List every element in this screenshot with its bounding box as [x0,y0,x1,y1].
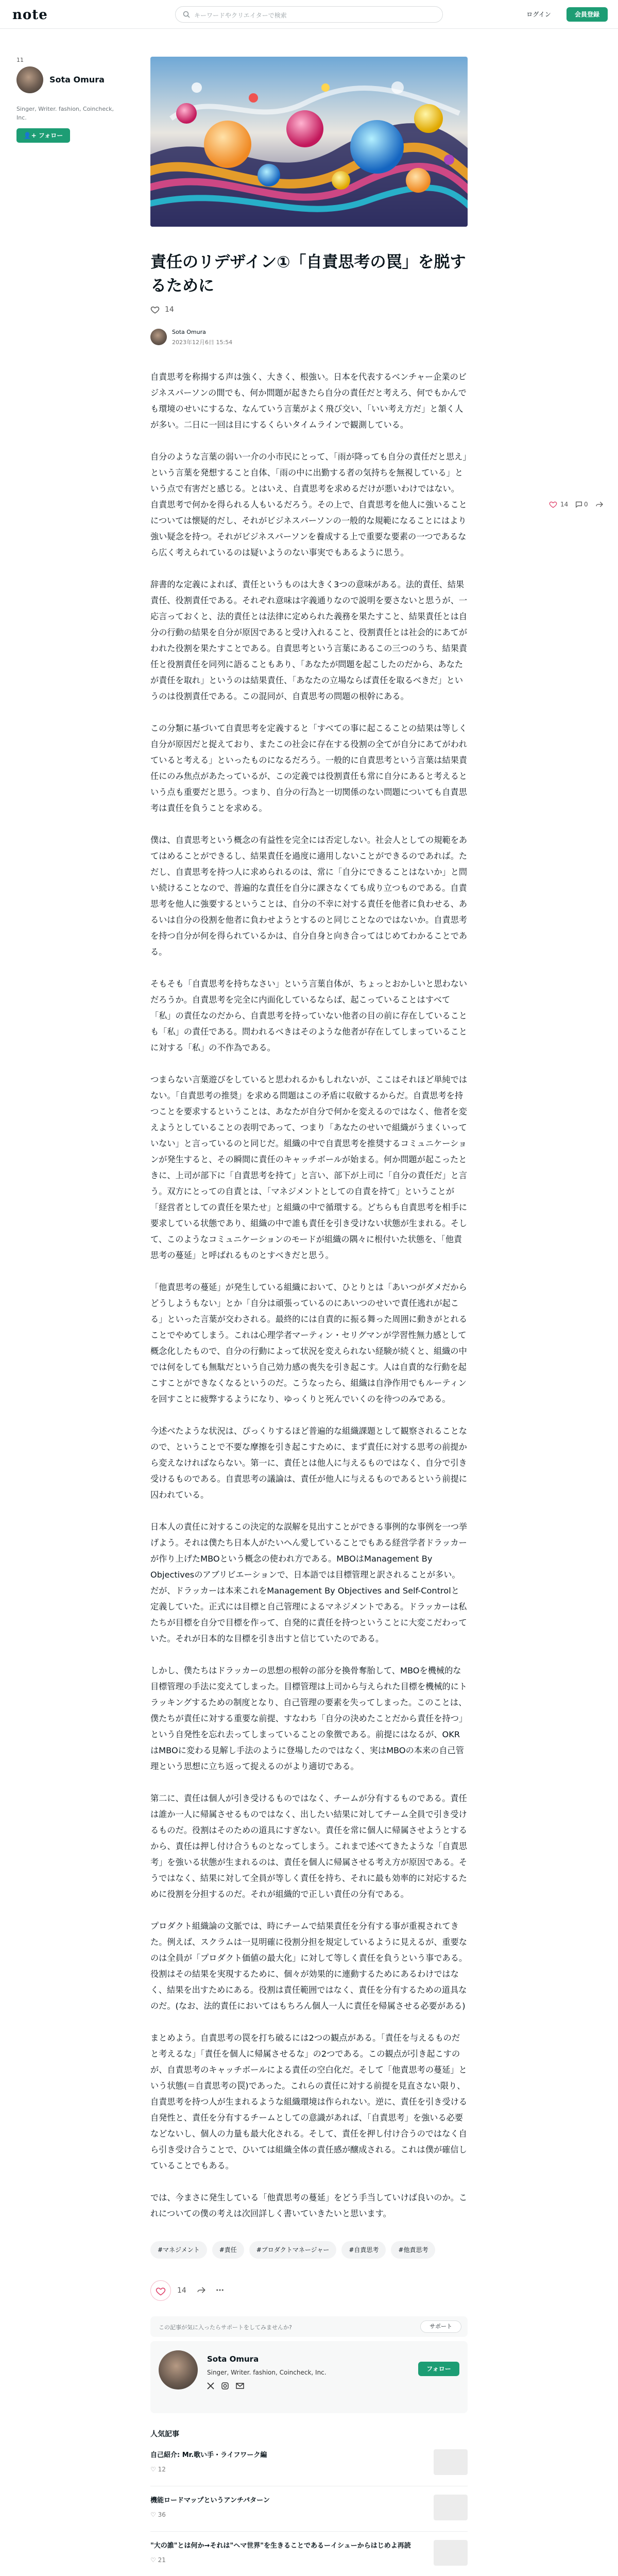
like-button[interactable] [150,2280,171,2301]
login-button[interactable]: ログイン [526,11,551,18]
signup-button[interactable]: 会員登録 [566,7,608,22]
share-icon[interactable] [595,500,604,509]
avatar[interactable] [159,2350,198,2389]
author-card [150,2341,468,2413]
comment-icon[interactable] [575,500,583,509]
search-placeholder: キーワードやクリエイターで検索 [194,12,287,19]
heart-icon[interactable] [549,500,557,509]
top-navigation-bar [0,0,618,29]
paragraph: プロダクト組織論の文脈では、時にチームで結果責任を分有する事が重視されてきた。例えば、スクラムは一見明確に役割分担を規定しているように見えるが、重要なのは全員が「プロダクト価値の最大化」に対して等しく責任を負うという事である。役割はその結果を実現するために、個々が効果的に連動するためにあるわけではなく、結果を出すためにある。役割は責任範囲ではなく、責任を分有するための道具なのだ。(なお、法的責任においてはもちろん個人一人に責任を帰属させる必要がある) [150,1921,468,2011]
article [150,57,468,2576]
paragraph: 日本人の責任に対するこの決定的な誤解を見出すことができる事例的な事例を一つ挙げよう。それは僕たち日本人がたいへん愛していることでもある経営学者ドラッカーが作り上げたMBOという概念の使われ方である。MBOはManagement By Objectivesのアブリビエーションで、日本語では目標管理と訳されることが多い。だが、ドラッカーは本来これをManagement By Objectives and Self-Controlと定義していた。正式には目標と自己管理によるマネジメントである。ドラッカーは私たちが目標を自分で目標を作って、自発的に責任を持つということに大変こだわっていた。それが日本的な目標を引き出すと信じていたのである。 [150,1522,468,1643]
hashtag[interactable]: #プロダクトマネージャー [249,2241,337,2259]
popular-title[interactable]: "大の誰"とは何か→それは"ヘマ世界"を生きることであるーイシューからはじめよ再読 [150,2542,411,2550]
floating-action-bar [549,499,611,511]
popular-title[interactable]: 自己紹介: Mr.歌い手・ライフワーク編 [150,2451,267,2459]
social-links [207,2382,244,2389]
follow-button[interactable] [16,128,70,143]
more-icon[interactable] [215,2285,225,2295]
paragraph: では、今まさに発生している「他責思考の蔓延」をどう手当していけば良いのか。これについての僕の考えは次回詳しく書いていきたいと思います。 [150,2193,468,2218]
paragraph: しかし、僕たちはドラッカーの思想の根幹の部分を換骨奪胎して、MBOを機械的な目標管理の手法に変えてしまった。目標管理は上司から与えられた目標を機械的にトラッキングするための制度となり、自己管理の要素を失ってしまった。このことは、僕たちが責任に対する重要な前提、すなわち「自分の決めたことだから責任を持つ」という自発性を忘れ去ってしまっていることの象徴である。前提にはなるが、OKRはMBOに変わる見解し手法のように登場したのではなく、実はMBOの本来の自己管理という思想に立ち返って捉えるのがより適切である。 [150,1666,468,1771]
note-logo[interactable]: note [12,7,48,23]
mail-icon[interactable] [236,2382,244,2389]
article-header-image [150,57,468,227]
list-item[interactable] [150,2538,468,2576]
article-actions [150,2280,468,2301]
popular-heading: 人気記事 [150,2430,179,2438]
popular-like-count: 36 [158,2511,166,2518]
support-button[interactable]: サポート [420,2320,461,2333]
popular-title[interactable]: 機能ロードマップというアンチパターン [150,2497,270,2504]
popular-articles [150,2429,468,2576]
search-box[interactable] [175,6,443,23]
share-icon[interactable] [197,2285,206,2295]
publish-date: 2023年12月6日 15:54 [172,339,233,346]
heart-icon [156,2286,166,2296]
popular-thumbnail[interactable] [434,2540,468,2566]
article-meta [150,327,468,348]
paragraph: つまらない言葉遊びをしていると思われるかもしれないが、ここはそれほど単純ではない。「自責思考の推奨」を求める問題はこの矛盾に収斂するからだ。自責思考を持つことを要求するということは、あなたが自分で何かを変えるのではなく、他者を変えようとしていることの表明であって、つまり「あなたのせいで組織がうまくいっていない」と言っているのと同じだ。組織の中で自責思考を推奨するコミュニケーションが発生すると、その瞬間に責任のキャッチボールが始まる。何か問題が起こったときに、上司が部下に「自責思考を持て」と言い、部下が上司に「自分の責任だ」と言う。双方にとっての自責とは、「マネジメントとしての自責を持て」ということが「経営者としての責任を果たせ」と組織の中で循環する。どちらも自責思考を相手に要求している状態であり、組織の中で誰も責任を引き受けない状態が生まれる。そして、このようなコミュニケーションのモードが組織の隅々に根付いた状態を、「他責思考の蔓延」と呼ばれるものとすべきだと思う。 [150,1075,468,1260]
popular-like-count: 21 [158,2556,166,2564]
paragraph: 自分のような言葉の弱い一介の小市民にとって、「雨が降っても自分の責任だと思え」という言葉を発想すること自体、「雨の中に出勤する者の気持ちを無視している」という点で有害だと感じる。とはいえ、自責思考を求めるだけが悪いわけではない。自責思考で何かを得られる人もいるだろう。その上で、自責思考を他人に強いることについては懐疑的だし、それがビジネスパーソンの一般的な規範になることにはより強い疑念を持つ。それがビジネスパーソンを養成する上で重要な要素の一つであるなら広く考えられているのは疑いようのない事実でもあるように思う。 [150,452,467,557]
author-card-follow-button[interactable]: フォロー [418,2362,459,2376]
paragraph: 僕は、自責思考という概念の有益性を完全には否定しない。社会人としての規範をあてはめることができるし、結果責任を過度に適用しないことができるのであれば。ただし、自責思考を持つ人に求められるのは、常に「自分にできることはないか」と問い続けることなので、普遍的な責任を自分に課さなくても成り立つものである。自責思考を他人に強要するということは、自分の不幸に対する責任を他者に負わせる、あるいは自分の役割を他者に負わせようとするのと同じことなのではないか。自責思考を持つ自分が何を得られているかは、自分自身と向き合ってはじめてわかることである。 [150,835,468,957]
heart-icon[interactable] [150,305,160,314]
float-like-count: 14 [560,501,569,508]
search-icon [183,11,190,18]
paragraph: 今述べたような状況は、ぴっくりするほど普遍的な組織課題として観察されることなので、ということで不要な摩擦を引き起こすために、まず責任に対する思考の前提から変えなければならない。第一に、責任とは他人に与えるものではなく、自分で引き受けるものである。自責思考の議論は、責任が他人に与えるものであるという前提に囚われている。 [150,1426,468,1500]
support-text: この記事が気に入ったらサポートをしてみませんか? [159,2324,292,2331]
bottom-like-count: 14 [177,2286,186,2295]
like-count: 14 [165,306,174,314]
popular-likes: ♡ 12 [150,2466,166,2473]
article-title: 責任のリデザイン①「自責思考の罠」を脱するために [150,253,466,295]
hashtag[interactable]: #自責思考 [341,2241,386,2259]
author-sidebar [16,57,119,143]
meta-author-name[interactable]: Sota Omura [172,329,206,335]
add-user-icon: 👤+ [23,132,39,139]
author-card-bio: Singer, Writer. fashion, Coincheck, Inc. [207,2369,327,2376]
paragraph: 第二に、責任は個人が引き受けるものではなく、チームが分有するものである。責任は誰か一人に帰属させるものではなく、出したい結果に対してチーム全員で引き受けるものだ。役割はそのための道具にすぎない。責任を常に個人に帰属させようとするから、責任は押し付け合うものとなってしまう。これまで述べてきたような「自責思考」を強いる状態が生まれるのは、責任を個人に帰属させる考え方が原因である。そうではなく、結果に対して全員が等しく責任を持ち、それに最も効率的に対応するために役割を分担するのだ。それが組織的で正しい責任の分有である。 [150,1793,468,1899]
float-comment-count: 0 [584,501,588,508]
paragraph: 自責思考を称揚する声は強く、大きく、根強い。日本を代表するベンチャー企業のビジネスパーソンの間でも、何か問題が起きたら自分の責任だと考えろ、何でもかんでも環境のせいにするな、なんていう言葉がよく飛び交い、「いい考え方だ」と頷く人が多い。二日に一回は目にするくらいタイムラインで観測している。 [150,372,467,430]
instagram-icon[interactable] [221,2382,229,2389]
abstract-swirl-image [150,57,468,227]
author-name[interactable]: Sota Omura [49,75,105,84]
title-like-row [150,304,468,315]
author-card-name[interactable]: Sota Omura [207,2354,259,2364]
popular-like-count: 12 [158,2466,166,2473]
avatar[interactable] [16,66,43,93]
hashtag-list [150,2241,468,2259]
popular-thumbnail[interactable] [434,2449,468,2475]
support-banner [150,2316,468,2337]
list-item[interactable] [150,2447,468,2486]
sidebar-author-row[interactable] [16,66,119,97]
list-item[interactable] [150,2493,468,2532]
follow-label: フォロー [38,132,63,139]
popular-likes: ♡ 21 [150,2556,166,2564]
avatar[interactable] [150,329,167,345]
paragraph: まとめよう。自責思考の罠を打ち破るには2つの観点がある。「責任を与えるものだと考えるな」「責任を個人に帰属させるな」の2つである。この観点が引き起こすのが、自責思考のキャッチボールによる責任の空白化だ。そして「他責思考の蔓延」という状態(＝自責思考の罠)であった。これらの責任に対する前提を見直さない限り、自責思考を持つ人が生まれるような組織環境は作られない。逆に、責任を引き受ける自発性と、責任を分有するチームとしての意識があれば、「自責思考」を強いる必要などないし、個人の力量も最大化される。そして、責任を押し付け合うのではなく自ら引き受け合うことで、ひいては組織全体の責任感が醸成される。これは僕が確信していることでもある。 [150,2033,468,2171]
paragraph: 「他責思考の蔓延」が発生している組織において、ひとりとは「あいつがダメだからどうしようもない」とか「自分は頑張っているのにあいつのせいで責任逃れが起こる」といった言葉が交わされる。最終的には自責的に振る舞った周囲に動きがとれることでやめてしまう。これは心理学者マーティン・セリグマンが学習性無力感として概念化したもので、自分の行動によって状況を変えられない経験が続くと、組織の中では何をしても無駄だという自己効力感の喪失を引き起こす。人は自責的な行動を起こすことができなくなるというのだ。こうなったら、組織は自浄作用でもルーティンを回すことに疲弊するようになり、ゆっくりと死んでいくのを待つのみである。 [150,1282,468,1404]
paragraph: この分類に基づいて自責思考を定義すると「すべての事に起こることの結果は等しく自分が原因だと捉えており、またこの社会に存在する役割の全てが自分にあてがわれていると考える」といったものになるだろう。一般的に自責思考という言葉は結果責任にのみ焦点があたっているが、この定義では役割責任も常に自分にあると考えるという点も重要だと思う。つまり、自分の行為と一切関係のない問題についても自責思考は責任を負うことを求める。 [150,723,468,813]
popular-likes: ♡ 36 [150,2511,166,2518]
hashtag[interactable]: #マネジメント [150,2241,207,2259]
paragraph: そもそも「自責思考を持ちなさい」という言葉自体が、ちょっとおかしいと思わないだろうか。自責思考を完全に内面化しているならば、起こっていることはすべて「私」の責任なのだから、自責思考を持っていない他者の目の前に存在していることも「私」の責任である。問われるべきはそのような他者が存在してしまっていることに対する「私」の不作為である。 [150,979,468,1053]
hashtag[interactable]: #責任 [212,2241,244,2259]
author-bio: Singer, Writer. fashion, Coincheck, Inc. [16,106,114,121]
article-body [150,369,468,2222]
popular-thumbnail[interactable] [434,2495,468,2520]
hashtag[interactable]: #他責思考 [391,2241,435,2259]
sidebar-count: 11 [16,57,24,63]
x-icon[interactable] [207,2382,214,2389]
paragraph: 辞書的な定義によれば、責任というものは大きく3つの意味がある。法的責任、結果責任、役割責任である。それぞれ意味は字義通りなので説明を要さないと思うが、一応言っておくと、法的責任とは法律に定められた義務を果たすこと、結果責任とは自分の行動の結果を自分が原因であると受け入れること、役割責任とは社会的にあてがわれた役割を果たすことである。自責思考という言葉にあるこの三つのうち、結果責任と役割責任を同列に語ることもあり、「あなたが問題を起こしたのだから、あなたが責任を取れ」というのは結果責任、「あなたの立場ならば責任を取るべきだ」というのは役割責任である。この混同が、自責思考の問題の根幹にある。 [150,580,468,701]
